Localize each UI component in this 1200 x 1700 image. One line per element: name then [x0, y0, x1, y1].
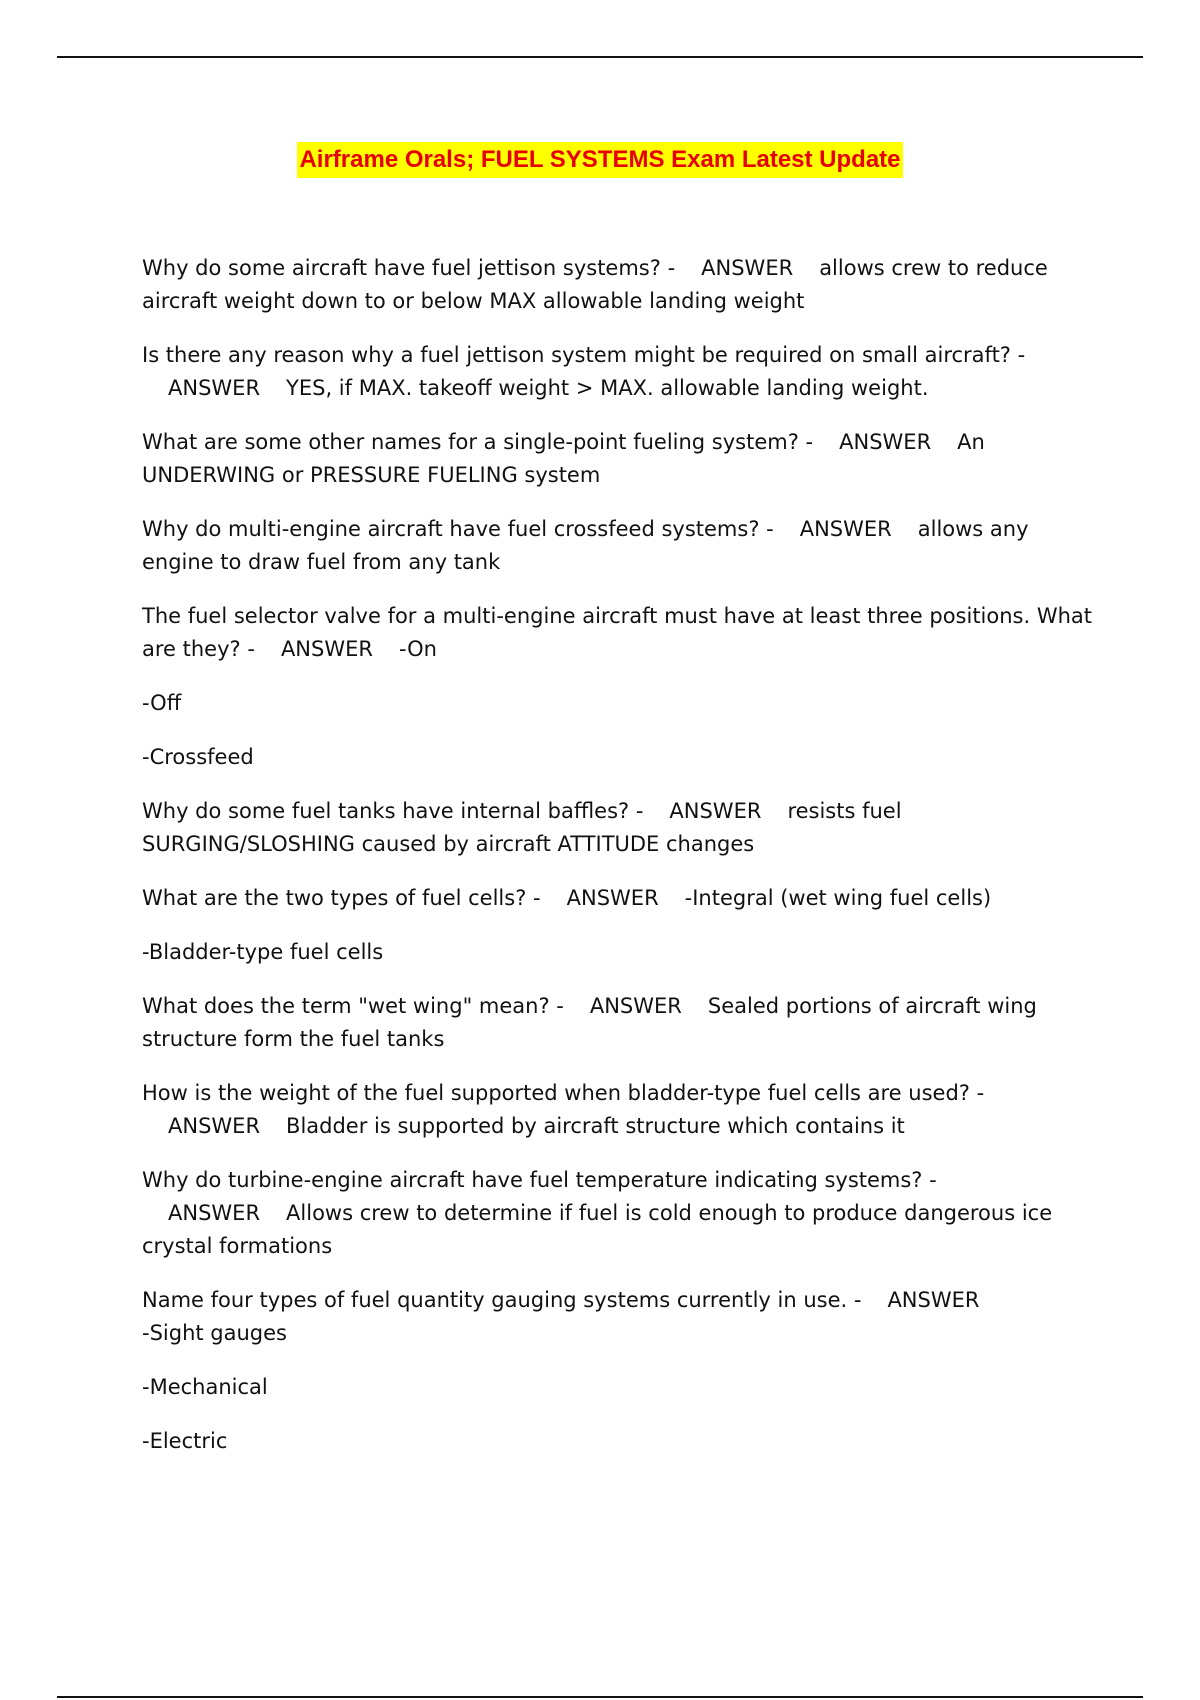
answer-label: ANSWER: [887, 1288, 980, 1312]
bottom-rule: [57, 1696, 1143, 1698]
qa-item: [142, 1164, 1092, 1263]
question: Is there any reason why a fuel jettison system might be required on small aircraft? -: [142, 343, 1026, 367]
question: What are some other names for a single-point fueling system? -: [142, 430, 814, 454]
question: The fuel selector valve for a multi-engine aircraft must have at least three positions. What are they? -: [142, 604, 1093, 661]
answer: -Integral (wet wing fuel cells): [684, 886, 992, 910]
answer-continuation: -Bladder-type fuel cells: [142, 940, 384, 964]
answer-label: ANSWER: [589, 994, 682, 1018]
answer-label: ANSWER: [168, 1201, 261, 1225]
qa-item: [142, 339, 1092, 405]
question: Why do some aircraft have fuel jettison systems? -: [142, 256, 676, 280]
answer: allows any engine to draw fuel from any tank: [142, 517, 1029, 574]
answer: Sealed portions of aircraft wing structure form the fuel tanks: [142, 994, 1037, 1051]
document-title: Airframe Orals; FUEL SYSTEMS Exam Latest Update: [297, 142, 902, 178]
answer-label: ANSWER: [168, 1114, 261, 1138]
answer: An UNDERWING or PRESSURE FUELING system: [142, 430, 985, 487]
qa-item: [142, 600, 1092, 666]
question: Why do some fuel tanks have internal baffles? -: [142, 799, 644, 823]
answer: Bladder is supported by aircraft structure which contains it: [286, 1114, 905, 1138]
answer: resists fuel SURGING/SLOSHING caused by aircraft ATTITUDE changes: [142, 799, 902, 856]
top-rule: [57, 56, 1143, 58]
answer: allows crew to reduce aircraft weight down to or below MAX allowable landing weight: [142, 256, 1048, 313]
qa-content: [142, 252, 1092, 1479]
answer-label: ANSWER: [701, 256, 794, 280]
answer-label: ANSWER: [799, 517, 892, 541]
qa-item: [142, 1077, 1092, 1143]
answer-label: ANSWER: [669, 799, 762, 823]
question: Why do turbine-engine aircraft have fuel temperature indicating systems? -: [142, 1168, 937, 1192]
answer-label: ANSWER: [168, 376, 261, 400]
question: Name four types of fuel quantity gauging systems currently in use. -: [142, 1288, 862, 1312]
qa-item: [142, 1284, 1092, 1350]
answer: YES, if MAX. takeoff weight > MAX. allowable landing weight.: [286, 376, 929, 400]
qa-item: [142, 795, 1092, 861]
qa-item: [142, 513, 1092, 579]
answer-label: ANSWER: [839, 430, 932, 454]
qa-item: [142, 990, 1092, 1056]
answer-continuation: -Crossfeed: [142, 745, 254, 769]
question: Why do multi-engine aircraft have fuel crossfeed systems? -: [142, 517, 774, 541]
answer-label: ANSWER: [280, 637, 373, 661]
qa-item: [142, 882, 1092, 915]
answer-label: ANSWER: [566, 886, 659, 910]
title-wrap: [0, 142, 1200, 178]
answer-continuation: -Mechanical: [142, 1375, 268, 1399]
qa-item: [142, 252, 1092, 318]
question: What are the two types of fuel cells? -: [142, 886, 541, 910]
answer: -Sight gauges: [142, 1321, 287, 1345]
question: What does the term "wet wing" mean? -: [142, 994, 564, 1018]
qa-item: [142, 426, 1092, 492]
answer: Allows crew to determine if fuel is cold enough to produce dangerous ice crystal formations: [142, 1201, 1053, 1258]
answer-continuation: -Off: [142, 691, 182, 715]
answer: -On: [398, 637, 437, 661]
question: How is the weight of the fuel supported when bladder-type fuel cells are used? -: [142, 1081, 985, 1105]
answer-continuation: -Electric: [142, 1429, 228, 1453]
